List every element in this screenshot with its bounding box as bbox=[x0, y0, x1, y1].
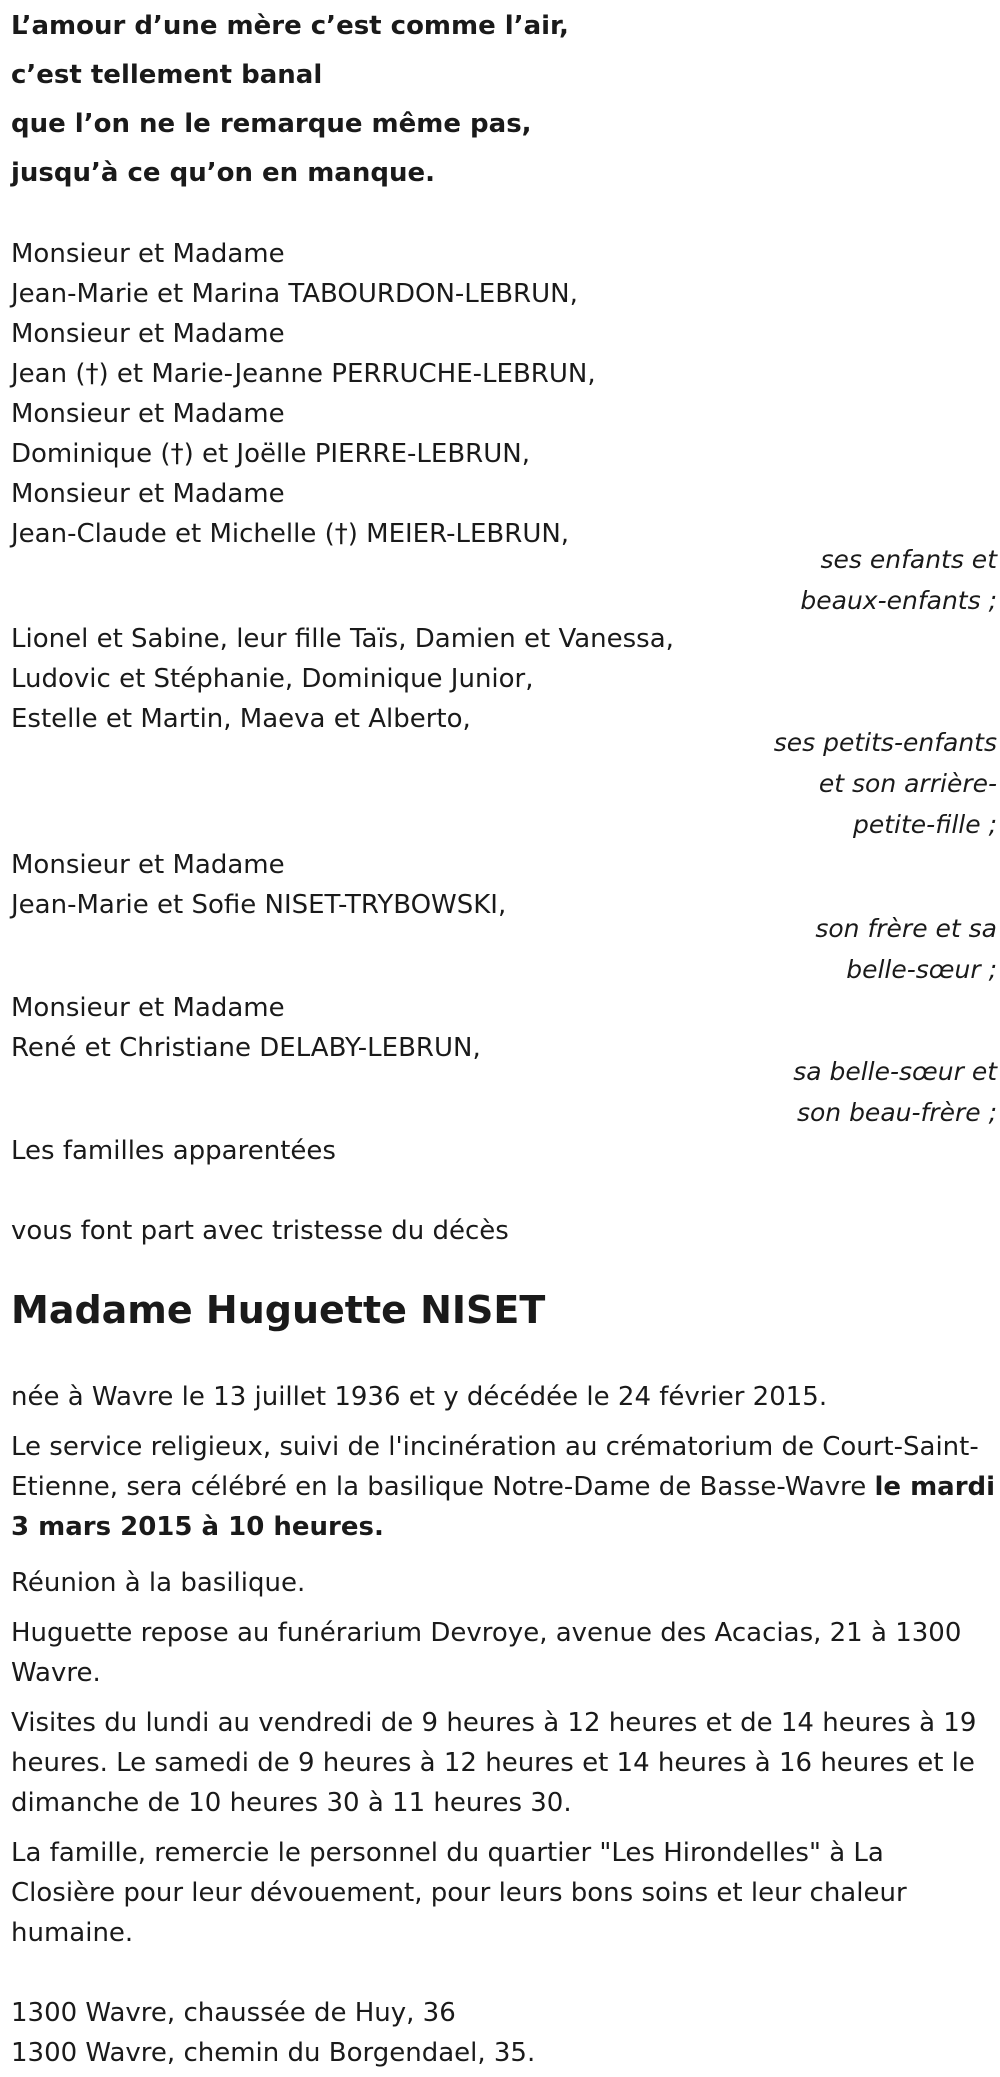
grandchildren-relation-line-1: ses petits-enfants bbox=[773, 728, 997, 757]
poem-line-1: L’amour d’une mère c’est comme l’air, bbox=[11, 11, 569, 41]
sister-line-1: Monsieur et Madame bbox=[11, 993, 285, 1023]
brother-relation-line-2: belle-sœur ; bbox=[846, 955, 997, 984]
brother-line-2: Jean-Marie et Sofie NISET-TRYBOWSKI, bbox=[11, 890, 507, 920]
children-line-2: Jean-Marie et Marina TABOURDON-LEBRUN, bbox=[11, 279, 578, 309]
children-line-3: Monsieur et Madame bbox=[11, 319, 285, 349]
grandchildren-relation-line-2: et son arrière- bbox=[818, 769, 997, 798]
funerarium-paragraph: Huguette repose au funérarium Devroye, avenue des Acacias, 21 à 1300 Wavre. bbox=[11, 1618, 962, 1688]
address-line-1: 1300 Wavre, chaussée de Huy, 36 bbox=[11, 1998, 456, 2028]
poem-line-4: jusqu’à ce qu’on en manque. bbox=[11, 158, 435, 188]
brother-relation-line-1: son frère et sa bbox=[815, 914, 997, 943]
grandchildren-line-3: Estelle et Martin, Maeva et Alberto, bbox=[11, 704, 471, 734]
deceased-name: Madame Huguette NISET bbox=[11, 1288, 546, 1332]
children-relation-line-2: beaux-enfants ; bbox=[800, 586, 997, 615]
families-line: Les familles apparentées bbox=[11, 1136, 336, 1166]
thanks-paragraph: La famille, remercie le personnel du quartier "Les Hirondelles" à La Closière pour leur dévouement, pour leurs bons soins et leur chaleur humaine. bbox=[11, 1838, 907, 1948]
grandchildren-relation-line-3: petite-fille ; bbox=[853, 810, 997, 839]
poem-line-2: c’est tellement banal bbox=[11, 60, 323, 90]
children-line-4: Jean (†) et Marie-Jeanne PERRUCHE-LEBRUN, bbox=[11, 359, 596, 389]
visits-paragraph: Visites du lundi au vendredi de 9 heures à 12 heures et de 14 heures à 19 heures. Le samedi de 9 heures à 12 heures et 14 heures à 16 heures et le dimanche de 10 heures 30 à 11 heures 30. bbox=[11, 1708, 977, 1818]
announcement-line: vous font part avec tristesse du décès bbox=[11, 1216, 509, 1246]
children-line-5: Monsieur et Madame bbox=[11, 399, 285, 429]
children-relation-line-1: ses enfants et bbox=[820, 545, 997, 574]
sister-relation-line-2: son beau-frère ; bbox=[796, 1098, 997, 1127]
children-line-8: Jean-Claude et Michelle (†) MEIER-LEBRUN, bbox=[11, 519, 570, 549]
children-line-7: Monsieur et Madame bbox=[11, 479, 285, 509]
grandchildren-line-2: Ludovic et Stéphanie, Dominique Junior, bbox=[11, 664, 534, 694]
children-line-6: Dominique (†) et Joëlle PIERRE-LEBRUN, bbox=[11, 439, 530, 469]
sister-relation-line-1: sa belle-sœur et bbox=[793, 1057, 997, 1086]
reunion-paragraph: Réunion à la basilique. bbox=[11, 1568, 306, 1598]
service-paragraph bbox=[11, 1427, 996, 1547]
service-date: le mardi 3 mars 2015 à 10 heures. bbox=[11, 1472, 996, 1542]
service-text: Le service religieux, suivi de l'incinération au crématorium de Court-Saint-Etienne, sera célébré en la basilique Notre-Dame de Basse-Wavre bbox=[11, 1432, 979, 1502]
poem-line-3: que l’on ne le remarque même pas, bbox=[11, 109, 532, 139]
address-line-2: 1300 Wavre, chemin du Borgendael, 35. bbox=[11, 2038, 536, 2068]
children-line-1: Monsieur et Madame bbox=[11, 239, 285, 269]
grandchildren-line-1: Lionel et Sabine, leur fille Taïs, Damien et Vanessa, bbox=[11, 624, 674, 654]
birth-death-paragraph: née à Wavre le 13 juillet 1936 et y décédée le 24 février 2015. bbox=[11, 1382, 828, 1412]
brother-line-1: Monsieur et Madame bbox=[11, 850, 285, 880]
sister-line-2: René et Christiane DELABY-LEBRUN, bbox=[11, 1033, 481, 1063]
